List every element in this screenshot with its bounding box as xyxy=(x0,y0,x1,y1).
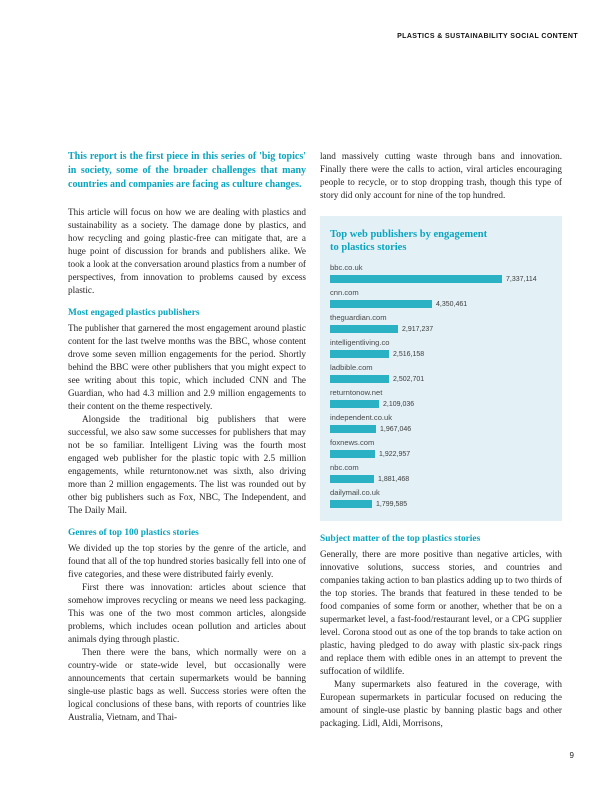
chart-row xyxy=(330,413,552,433)
publisher-label: dailymail.co.uk xyxy=(330,488,380,497)
body-paragraph: Alongside the traditional big publishers that were successful, we also saw some successes for publishers that may not be so familiar. Intelligent Living was the fourth most engaged web publisher for the plastic topic with 2.5 million engagements, while returntonow.net was sixth, also driving more than 2 million engagements. The list was rounded out by other big publishers such as Fox, NBC, The Independent, and The Daily Mail. xyxy=(68,414,306,515)
engagement-bar xyxy=(330,350,389,358)
chart-row xyxy=(330,488,552,508)
chart-row xyxy=(330,313,552,333)
right-column xyxy=(320,150,562,730)
body-paragraph: We divided up the top stories by the genre of the article, and found that all of the top hundred stories basically fell into one of five categories, and these were distributed fairly evenly. xyxy=(68,543,306,579)
engagement-bar xyxy=(330,400,379,408)
publisher-label: foxnews.com xyxy=(330,438,375,447)
body-paragraph: Generally, there are more positive than negative articles, with innovative solutions, success stories, and countries and companies taking action to ban plastics adding up to two thirds of the top stories. The brands that featured in these tended to be food companies of some form or another, whether that be on a supermarket level, a fast-food/restaurant level, or a CPG supplier level. Corona stood out as one of the top brands to take action on plastic, having pledged to do away with plastic six-pack rings and replace them with edible ones in an attempt to prevent the suffocation of wildlife. xyxy=(320,549,562,676)
publisher-label: nbc.com xyxy=(330,463,359,472)
engagement-bar xyxy=(330,425,376,433)
body-paragraph: First there was innovation: articles about science that somehow improves recycling or means we need less packaging. This was one of the two most common articles, alongside problems, which includes ocean pollution and articles about animals dying through plastic. xyxy=(68,582,306,644)
engagement-value: 2,109,036 xyxy=(383,400,415,408)
engagement-value: 4,350,461 xyxy=(436,300,468,308)
publisher-label: returntonow.net xyxy=(330,388,383,397)
section-heading-subject-matter: Subject matter of the top plastics stories xyxy=(320,534,481,544)
page-number: 9 xyxy=(569,751,574,760)
body-paragraph: Many supermarkets also featured in the coverage, with European supermarkets in particular focused on reducing the amount of single-use plastic by banning plastic bags and other packaging. Lidl, Aldi, Morrisons, xyxy=(320,679,562,728)
chart-rows xyxy=(330,263,552,508)
engagement-value: 2,917,237 xyxy=(402,325,434,333)
engagement-value: 1,967,046 xyxy=(380,425,412,433)
chart-title-line2: to plastics stories xyxy=(330,242,407,253)
section-heading-most-engaged: Most engaged plastics publishers xyxy=(68,308,200,318)
engagement-bar xyxy=(330,475,374,483)
engagement-bar xyxy=(330,325,398,333)
publisher-label: intelligentliving.co xyxy=(330,338,390,347)
engagement-bar xyxy=(330,450,375,458)
body-paragraph: Then there were the bans, which normally were on a country-wide or state-wide level, but occasionally were announcements that certain supermarkets would be banning single-use plastic bags as well. Success stories were often the logical conclusions of these bans, with reports of countries like Australia, Vietnam, and Thai- xyxy=(68,647,306,722)
publisher-label: cnn.com xyxy=(330,288,359,297)
engagement-value: 2,516,158 xyxy=(393,350,425,358)
engagement-bar xyxy=(330,375,389,383)
engagement-bar xyxy=(330,275,502,283)
engagement-value: 2,502,701 xyxy=(393,375,425,383)
chart-row xyxy=(330,338,552,358)
body-paragraph: land massively cutting waste through bans and innovation. Finally there were the calls to action, viral articles encouraging people to recycle, or to stop dropping trash, though this type of story did only account for nine of the top hundred. xyxy=(320,151,562,200)
body-paragraph: The publisher that garnered the most engagement around plastic content for the last twelve months was the BBC, whose content drove some seven million engagements for the period. Shortly behind the BBC were other publishers that you might expect to see writing about this topic, which included CNN and The Guardian, who had 4.3 million and 2.9 million engagements to their content on the theme respectively. xyxy=(68,323,306,411)
engagement-bar xyxy=(330,500,372,508)
running-header: PLASTICS & SUSTAINABILITY SOCIAL CONTENT xyxy=(397,33,578,40)
engagement-value: 1,881,468 xyxy=(378,475,410,483)
engagement-value: 1,799,585 xyxy=(376,500,408,508)
chart-row xyxy=(330,263,552,283)
publisher-label: theguardian.com xyxy=(330,313,387,322)
intro-paragraph: This report is the first piece in this series of 'big topics' in society, some of the broader challenges that many countries and companies are facing as culture changes. xyxy=(68,151,306,190)
publisher-label: independent.co.uk xyxy=(330,413,393,422)
chart-title-line1: Top web publishers by engagement xyxy=(330,229,488,240)
top-publishers-chart xyxy=(320,216,562,521)
chart-row xyxy=(330,438,552,458)
section-heading-genres: Genres of top 100 plastics stories xyxy=(68,528,199,538)
left-column xyxy=(68,150,306,724)
chart-title xyxy=(330,228,552,254)
publisher-label: ladbible.com xyxy=(330,363,373,372)
engagement-value: 7,337,114 xyxy=(506,275,537,283)
engagement-bar xyxy=(330,300,432,308)
chart-row xyxy=(330,388,552,408)
body-paragraph: This article will focus on how we are dealing with plastics and sustainability as a society. The damage done by plastics, and how recycling and going plastic-free can mitigate that, are a huge point of discussion for brands and publishers alike. We took a look at the conversation around plastics from a number of perspectives, from innovation to problems caused by excess plastic. xyxy=(68,207,306,295)
publisher-label: bbc.co.uk xyxy=(330,263,363,272)
chart-row xyxy=(330,363,552,383)
chart-row xyxy=(330,288,552,308)
engagement-value: 1,922,957 xyxy=(379,450,411,458)
chart-row xyxy=(330,463,552,483)
